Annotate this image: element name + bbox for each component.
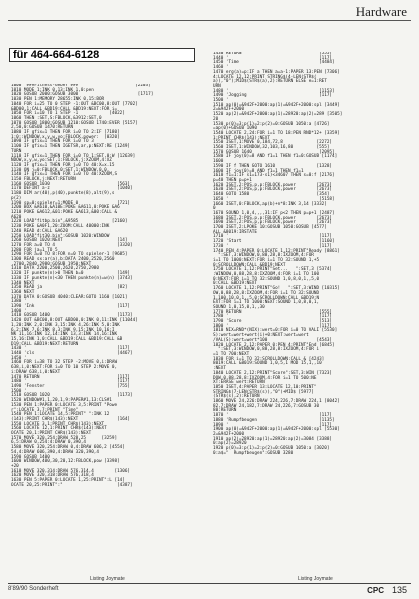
code-line: 1460 FOR i=38 TO 32 STEP -2:MOVE 0,i:DRAW	[11, 360, 118, 366]
code-line: :NEXT	[213, 366, 226, 372]
code-line: ,2700,2840,2980:GOSUB 1950:NEXT	[11, 261, 92, 267]
code-line: p(2)	[11, 195, 22, 201]
code-line: 20	[213, 116, 219, 122]
code-line: 1450 'Time [4484]	[213, 60, 335, 66]
code-line: 1400 '	[11, 308, 27, 314]
code-line: 1290 FOR a=0 TO 8:FOR n=0 TO spieler-1 [9685]	[11, 252, 128, 258]
code-line: 1620 MOVE 320,318:DRAW 576,318,4	[11, 473, 94, 479]
code-line: 1870 ' [117]	[213, 413, 332, 419]
code-line: 1600	[213, 159, 224, 165]
code-line: 1610 MOVE 320,314:DRAW 576,314,4 [1306]	[11, 468, 130, 474]
code-line: 1480 ' [1153]	[213, 88, 335, 94]
code-line: 1440 ' [117]	[213, 55, 332, 61]
code-line: 1090 IF gfix=1 THEN FOR i=0 TO 3	[11, 139, 94, 145]
code-line: NK 11,16:INK 12,14:INK 13,3:INK 14,16:INK	[11, 332, 118, 338]
code-line: 1610 f1=1:IF s1=173-s1)<34607 THEN s=0:f [2176]	[213, 173, 335, 179]
code-line: 1430 RETURN [555]	[213, 52, 332, 56]
code-line: 1490 'Fenster [755]	[11, 384, 130, 389]
code-line: 1:0::WINDOW,x,y,w,yo:FBLOCK,power: [0320]	[11, 134, 120, 140]
code-line: 1360 NEXT	[11, 289, 35, 295]
code-line: 0:a$=" Rumpfbeugen":GOSUB 3280	[213, 450, 294, 456]
code-line: 6,5:DRAW 0,254:4:DRAW 0,390,4	[11, 440, 87, 446]
code-line: p=40 THEN p=p+1	[213, 177, 252, 183]
left-code-column	[11, 84, 197, 578]
code-line: 1500 '	[11, 388, 27, 394]
code-line: 1530 p(0)=3:p(1)=2:p(2)=0:GOSUB 1050:a [4726]	[213, 121, 330, 127]
section-title: Hardware	[355, 4, 407, 19]
code-line: 1420 OUT &BC00,8:OUT &BD00,0:INK 0,11:INK [11044]	[11, 318, 138, 324]
code-line: 1820 LOCATE 2,12:PAPER 0:PEN 4:PRINT"End [6845]	[213, 342, 335, 348]
code-line: 1430 ' [117]	[11, 346, 130, 352]
code-line: 1250 LOAD"fit30.bin":GOSUB 1020:WINDOW	[11, 233, 110, 239]
code-line: 1190 sp=0:spieler=1:MODE 0 [721]	[11, 200, 130, 206]
code-line: 1730 ' [117]	[213, 243, 332, 249]
code-line: 1020 GOSUB 2000:GOSUB 3000 [1717]	[11, 92, 154, 98]
code-line: OCATE 20,1:PRINT CHR$(143):NEXT	[11, 431, 92, 437]
code-line: +20	[11, 463, 19, 469]
code-line: DOW,0,88,28,8:IXZOOM,4:FOR i=1 TO 500:NE	[213, 375, 317, 381]
code-line: 1,20:INK 2,0:INK 3,15:INK 4,26:INK 5,0:INK	[11, 322, 120, 328]
code-line: 1270 FOR a=0 TO 4 [3320]	[11, 242, 133, 248]
code-line: 1760 LOCATE 1,12:PRINT"Go! ":SET,3:WIND [10315]	[213, 286, 340, 292]
code-line: 1670 SOUND 1,0,4,,,,31:IF p<2 THEN p=p+1 [2487]	[213, 210, 335, 216]
code-line: 1750 LOCATE 1,12:PRINT"Set... ":SET,3 [5374]	[213, 267, 332, 273]
code-line: 1580 IF joy(0)=8 AND f1=1 THEN f1=0:GOSUB [1174]	[213, 154, 338, 160]
code-line: 1520 WINDOW#1,1,20,1,9:PAPER#1,13:CLS#1	[11, 398, 112, 404]
code-line: OCATE 20,25:PRINT":" [4387]	[11, 482, 133, 488]
code-line: 1140 IF gfix=1 THEN FOR i=0 TO 40:XZOOM,S	[11, 172, 118, 178]
code-line: 1680 ISET,2:POS,p,p:FBLOCK,power [2673]	[213, 215, 332, 221]
code-line: TURN	[11, 148, 22, 154]
code-line: 0:NEXT:FOR i=1 TO 32:SOUND 1,0,8,0,1,,5,0	[213, 276, 320, 282]
code-line: 1580 MOVE 320,254:DRAW 0,4:DRAW 606,2 [4554]	[11, 445, 125, 451]
code-line: r":LOCATE 3,7:PRINT "Time"	[11, 407, 79, 413]
listing-caption-left: Listing Joymate	[90, 576, 125, 582]
code-line: 1540 LOCATE 2,24:FOR i=1 TO 18:PEN RND*12+ [3359]	[213, 130, 340, 136]
code-line: =ap(0)+GOSUB 1090	[213, 126, 257, 132]
code-line: 1780 ' [117]	[213, 314, 332, 320]
code-line: 1070 GOSUB 1800:GOSUB 1210:GOSUB 1740:EVER [5157]	[11, 120, 138, 126]
code-line: 1500 '	[213, 98, 229, 104]
code-line: 1920 p(0)=3:p(1)=2:p(2)=0:GOSUB 1050:a [3020]	[213, 446, 330, 452]
code-line: =1 TO 700:NEXT	[213, 352, 250, 357]
code-line: 1410 GOSUB 1400 [1173]	[11, 313, 133, 319]
code-line: ALL &8019:IRSTATE	[213, 229, 257, 235]
code-line: i=1 TO 1000:NEXT:FOR i=1 TO 32:SOUND 1,+5	[213, 257, 320, 263]
code-line: 1490 'Jogging [117]	[213, 93, 332, 99]
code-line: 1,100,10,0,1,,5,0:SCROLLDOWN:CALL &BD19:N	[213, 295, 320, 301]
code-line: 1050 FOR i=10 TO 1 STEP -1 [4022]	[11, 111, 125, 117]
code-line: 1060 THEN :SET,S:FBLOCK,&3912:SET,0	[11, 115, 102, 121]
code-line: 1600 WINDOW,400,30,20,12:FBLOCK,pow [3398]	[11, 459, 120, 465]
code-line: 0:ap(2)=28920	[213, 441, 247, 447]
code-line: 1790 'Score [513]	[213, 319, 332, 325]
code-line: 1740 PEN 4:PAPER 0:LOCATE 1,12:PRINT"Ready [8861]	[213, 248, 340, 254]
code-line: 1160 GOSUB 1030 [563]	[11, 181, 130, 187]
code-line: 1130 ON j=0:FBLOCK,0:SET,1:WINDOW,0,0,	[11, 167, 110, 173]
code-line: 1080 IF gfix=1 THEN FOR i=0 TO 2:IF [7180]	[11, 130, 120, 136]
code-line: 1830 FOR i=1 TO 32:SCROLLDOWN:CALL & [4243]	[213, 356, 325, 362]
code-line: 1100 IF gfix=1 THEN IGETSR,ar,p:NEXT:RE [1249]	[11, 144, 130, 150]
code-line: 1570 GOSUB 1640 [2095]	[213, 149, 335, 155]
code-line: 1450 '	[11, 355, 27, 361]
code-line: 1220 LOAD"fitbp.bin",&9585 [2160]	[11, 219, 128, 225]
code-line: SOUND 1,0,15,0,1,,30	[213, 304, 265, 310]
code-line: 1320 IF punkte(n)>0 THEN b=0 [149]	[11, 271, 130, 277]
code-line: 1560 LOCATE 12,1:PRINT CHR$(143):NEXT	[11, 426, 107, 432]
code-line: 1380 '	[11, 299, 27, 305]
code-line: 1590 IF f THEN GOTO 1610 [1328]	[213, 163, 332, 169]
code-line: OW,0,88,28,8:IXZOOM,4:FOR i=1 TO 32:SOUND	[213, 290, 320, 296]
code-line: STRING$(7-LEN(STR$(s)),"0")+MID$ [5977]	[213, 389, 314, 395]
code-line: 1480 ' [117]	[11, 379, 130, 385]
code-line: 2=&942F+2000	[213, 107, 245, 113]
code-line: 1240 READ d:CALL &A620	[11, 228, 68, 234]
code-line: 1180 DIM ar(40),p(40),punkte(8),alt(9),s	[11, 191, 115, 197]
code-line: 1520 ap(2)=&942F+2000:ap(1)=28920:ap(2)=289 [3505]	[213, 112, 343, 118]
code-line: 1560 ISET,1:WINDOW,32,103,16,80 [555]	[213, 145, 330, 151]
code-line: 1440 'cls [4467]	[11, 351, 133, 357]
code-line: URN	[213, 83, 221, 89]
code-line: 1370 DATA 0:GOSUB 4040:CLEAR:GOTO 1160 [1021]	[11, 294, 128, 300]
code-line: 1470 RETURN [117]	[11, 374, 130, 380]
code-line: 1660 ISET,0:FBLOCK,ap(b)+n*8:INK 3,14 [3332]	[213, 201, 327, 207]
code-line: 1510 ap(0)=&942F+2000:ap(1)=&942F+2000:spl [3449]	[213, 102, 340, 108]
code-line: 2,50,0:GOSUB 1470:RETURN	[11, 125, 74, 131]
right-code-column	[213, 52, 409, 578]
code-line: 1150 FBLOCK,j:NEXT:RETURN	[11, 177, 76, 183]
code-line: 1640 GOTO 1580 [354]	[213, 192, 330, 198]
code-line: 1310 DATA 2200,2500,2620,2750,2980	[11, 266, 99, 272]
code-line: XT:ERASE wert:RETURN	[213, 380, 265, 386]
code-line: :WINDOW,0,88,28,8:IXZOOM,4:FOR i=1 TO 100	[213, 272, 320, 278]
code-line: 0:CALL &BD19:NEXT	[213, 281, 257, 287]
code-line: D19:CALL &BD19:NEXT:RETURN	[11, 341, 79, 347]
code-line: 1550 ISET,1:MOVE 0,184,72,8 [2272]	[213, 140, 332, 146]
code-line: 1210 POKE &A612,&01:POKE &A613,&00:CALL &	[11, 209, 118, 215]
code-line: 1040 FOR i=25 TO 0 STEP -1:OUT &BC00,8:OUT [7702]	[11, 101, 138, 107]
code-line: 8019:CALL &8019:SOUND 1,0,5,1 MOD 15,1,,10	[213, 361, 322, 367]
listing-caption-right: Listing Joymate	[298, 576, 333, 582]
code-line: 1530 PEN 1:PAPER 0:LOCATE 3,5:PRINT "Powe	[11, 402, 118, 408]
magazine-name: CPC	[367, 586, 384, 595]
code-line: 1910 ap(2)=28920:ap(1)=28920:ap(2)=3084 [3388]	[213, 436, 332, 442]
code-line: 1:PRINT CHR$(143):NEXT	[213, 135, 270, 141]
code-line: 1630 ISET,2:POS,p,p:FBLOCK,power [2673]	[213, 187, 332, 193]
code-line: 1280 FOR ja=1 TO 5	[11, 247, 58, 253]
code-line: 1110 IF gfix=1 THEN FOR i=0 TO 1:SET,0:W [12639]	[11, 153, 136, 159]
code-line: 15,16:INK 1,0:CALL &BD19:CALL &BD19:CALL &B	[11, 336, 123, 342]
code-line: 82,7:DRAW 24,182,7:DRAW 24,226,7:GOSUB 30	[213, 403, 320, 409]
code-line: 1570 MOVE 320,254:DRAW 528,25 [3259]	[11, 435, 118, 441]
code-line: 2=&942F+2000	[213, 431, 245, 437]
code-line: 0	[213, 206, 216, 212]
code-line: 1840 LOCATE 2,12:PRINT"Score":SET,3:WIN [7323]	[213, 370, 332, 376]
code-line: 1540 PEN 1:LOCATE 14,5:PRINT" ":INK 12	[11, 412, 110, 418]
code-line: 1710 ' [117]	[213, 234, 332, 240]
code-line: 1510 GOSUB 1020 [1173]	[11, 393, 133, 399]
code-line: 1460 '	[213, 65, 229, 71]
code-line: S):wert=wert+wert(i)+0:NEXT:wert=wert	[213, 333, 309, 339]
issue-label: 8'89/90 Sonderheft	[8, 586, 59, 592]
code-line: i:DRAW 638,i,0:NEXT	[11, 369, 61, 375]
code-line: 1260 GOSUB 1020:NEXT [14]	[11, 238, 128, 244]
code-line: 1860 MOVE 24,226:DRAW 224,226,7:DRAW 224,1 [8042]	[213, 399, 340, 405]
code-line: 1120 IF gfix=1 THEN FOR j=0 TO 40:X=x.15	[11, 162, 115, 168]
code-line: 1690 ISET,2:POS,p,p:FBLOCK,power [2673]	[213, 220, 332, 226]
code-line: ":SET,3:WINDOW,0,88,28,8:IXZOOM,4:FOR i	[213, 347, 320, 353]
code-line: 1340 NEXT	[11, 280, 35, 286]
code-line: 1800 ' [117]	[213, 323, 332, 329]
code-line: 0:SCROLLDOWN:CALL &BD19:NEXT	[213, 262, 286, 268]
code-line: /VAL(S):wert=wert*100 [4543]	[213, 337, 332, 343]
code-line: 1810 NIX=RND*(NIX):wert=0:FOR i=0 TO VALI [5530]	[213, 328, 338, 334]
code-line: 1770 RETURN [555]	[213, 309, 332, 315]
code-line: 1620 ISET,2:POS,p,p:FBLOCK,power [2673]	[213, 182, 332, 188]
code-line: 1010 MODE 1:INK 0,13:INK 1,0:pen	[11, 87, 94, 93]
code-line: 1900 ap(0)=&942F+2000:ap(1)=&942F+2000:spl [5530]	[213, 427, 340, 433]
footer-rule	[8, 583, 411, 584]
code-line: 1330 IF punkte(n)<30 THEN punkte(n)=w(n) [3743]	[11, 275, 133, 281]
code-line: 638,i,0:NEXT:FOR i=0 TO 10 STEP 2:MOVE 0,	[11, 365, 118, 371]
code-line: 1200 BOX &A610,&A10E:POKE &A611,0:POKE &A6	[11, 205, 120, 211]
code-line: EXT:FOR i=1 TO 1000:NEXT:SOUND 1,0,8,0,1,	[213, 300, 320, 306]
code-line: 6,2:INK 7,6:INK 8,3:INK 9,15:INK 10,16:I	[11, 327, 115, 333]
code-line: 1650 ' [5158]	[213, 196, 335, 202]
code-line: 1890 ' [117]	[213, 422, 332, 428]
code-line: 1470 erg(a)=p:IF a THEN a=a-1:PAPER 13:PEN [7306]	[213, 69, 340, 75]
code-line: 1600 IF joy(0)=8 AND f1=1 THEN f1=1	[213, 168, 304, 174]
code-line: &BD00,1:CALL &BD19:CALL &BD19:NEXT:FOR i=	[11, 106, 118, 112]
code-line: A620	[11, 214, 22, 220]
code-line: 54,4:DRAW 606,390,4:DRAW 320,390,4	[11, 449, 99, 455]
code-line: 1350 READ ja [82]	[11, 285, 128, 291]
page-number: 135	[391, 585, 407, 595]
code-line: 1000 '###Fitness-Geber ### [2203]	[11, 84, 151, 88]
code-line: (143):PRINT CHR$(143):NEXT [164]	[11, 416, 130, 422]
code-line: 1850 ISET,4:PAPER 13:LOCATE 12,10:PRINT"	[213, 384, 317, 390]
code-line: 1390 'Ink [117]	[11, 304, 130, 310]
code-line: ":SET,3:WINDOW,0,88,28,8:IXZOOM,4:FOR	[213, 253, 314, 259]
code-line: 1230 POKE &A0F1,20:ZOOM:CALL 40000:INK	[11, 224, 110, 230]
code-line: NDOW,x,y,w,yo:SET,1:FBLOCK,j:XZOOM,4:XZ	[11, 158, 112, 164]
code-line: 1170 DEFINT a-z [1040]	[11, 186, 133, 192]
code-line: 1630 PEN 5:PAPER 0:LOCATE 1,25:PRINT":L [14]	[11, 478, 125, 484]
code-line: 1300 READ sx:ar(a),b:DATA 2400,2520,2560	[11, 257, 115, 263]
compatibility-box: für 464-664-6128	[9, 48, 195, 62]
code-line: 80:RETURN	[213, 408, 237, 414]
code-line: 4:LOCATE 12,12:PRINT STRING$(4-LEN(STR$(	[213, 74, 317, 80]
page-footer	[367, 585, 407, 595]
header-rule	[8, 20, 411, 21]
code-line: 1880 'Rumpfbeugen [1135]	[213, 417, 335, 423]
code-line: 1550 LOCATE 3,1:PRINT CHR$(143):NEXT	[11, 421, 105, 427]
code-line: a)),"0");MID$(STR$(a),2):RETURN ELSE e=1:RET	[213, 79, 327, 85]
code-line: (STR$(s),2):RETURN	[213, 394, 260, 400]
code-line: 1590 GOSUB 1400	[11, 454, 50, 460]
code-line: 1030 PEN 1:MEMORY 28655:INK 0,15:BOR	[11, 97, 105, 103]
code-line: 1700 ISET,2:LPOKE 10:GOSUB 1050:GOSUB [4577]	[213, 225, 327, 231]
code-line: 1720 'Start [1160]	[213, 239, 335, 245]
